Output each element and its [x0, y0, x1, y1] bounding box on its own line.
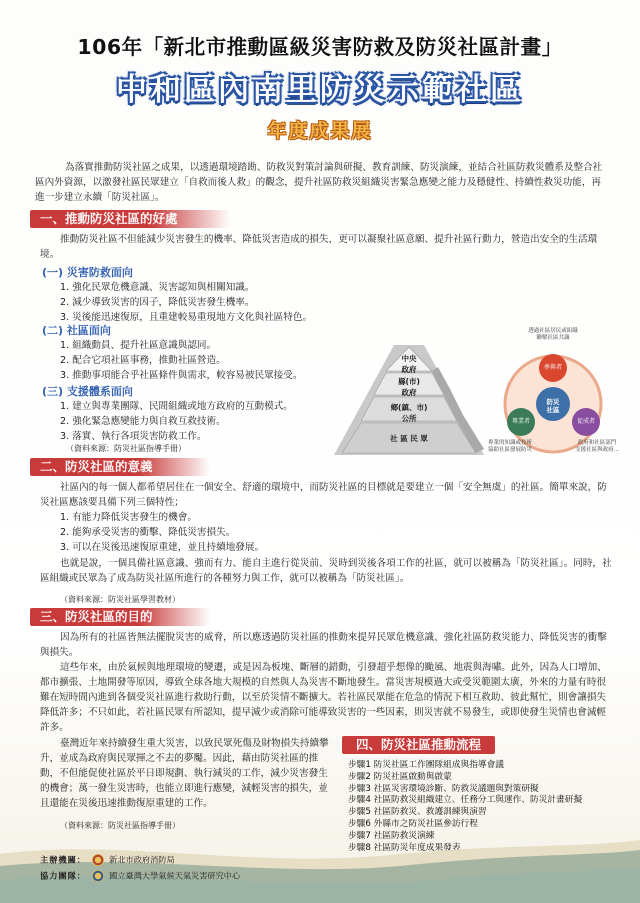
section-1-group-1-title: (一) 災害防救面向 [42, 266, 133, 279]
list-item: 2. 能夠承受災害的衝擊、降低災害損失。 [60, 527, 236, 538]
poster-top-title: 106年「新北市推動區級災害防救及防災社區計畫」 [77, 35, 563, 59]
pyramid-level-county: 縣(市) 政府 [398, 377, 420, 397]
step-item: 步驟2 防災社區啟動與啟蒙 [348, 771, 452, 782]
section-2-body-1: 社區內的每一個人都希望居住在一個安全、舒適的環境中，而防災社區的目標就是要建立一個「安全無虞」的社區。簡單來說，防災社區應該要具備下列三個特性； [40, 482, 607, 508]
list-item: 1. 強化民眾危機意識、災害認知與相關知識。 [60, 282, 255, 293]
pyramid-level-township: 鄉(鎮、市) 公所 [390, 403, 428, 423]
pyramid-level-central: 中央 政府 [401, 354, 417, 374]
cycle-node-facilitator: 促成者 [576, 418, 595, 425]
cycle-left-caption: 專業的知識或技術 協助社區發展防災 [487, 440, 532, 453]
section-1-body: 推動防災社區不但能減少災害發生的機率、降低災害造成的損失，更可以凝聚社區意願、提升社區行動力，營造出安全的生活環境。 [40, 234, 598, 260]
section-1-group-1-list [60, 280, 312, 325]
list-item: 2. 配合它項社區事務，推動社區營造。 [60, 355, 226, 366]
cycle-node-professional: 專業者 [511, 418, 530, 425]
list-item: 3. 落實、執行各項災害防救工作。 [60, 431, 207, 442]
cycle-top-caption: 透過社區居民或組織 瞭解社區共識 [528, 328, 578, 341]
list-item: 3. 可以在災後迅速復原重建，並且持續地發展。 [60, 542, 265, 553]
section-2-body-2: 也就是說，一個具備社區意識、強而有力、能自主進行從災前、災時到災後各項工作的社區，就可以被稱為「防災社區」。同時，社區組織或民眾為了成為防災社區所進行的各種努力與工作，就可以被稱為「防災社區」。 [40, 558, 612, 584]
list-item: 3. 推動事項能合乎社區條件與需求，較容易被民眾接受。 [60, 370, 303, 381]
section-4-heading: 四、防災社區推動流程 [342, 736, 495, 754]
section-3-body-3: 臺灣近年來持續發生重大災害，以致民眾死傷及財物損失持續攀升，並成為政府與民眾揮之不去的夢魘。因此，藉由防災社區的推動，不但能促使社區於平日即規劃、執行減災的工作，減少災害發生的機會；萬一發生災害時，也能立即進行應變，減輕災害的損失，並且還能在災後迅速推動復原重建的工作。 [40, 738, 329, 809]
section-3-source: （資料來源：防災社區指導手冊） [60, 821, 180, 830]
section-2-source: （資料來源：防災社區學習教材） [60, 595, 180, 604]
footer-partner-row [40, 870, 240, 882]
intro-paragraph: 為落實推動防災社區之成果，以透過環境踏勘、防救災對策討論與研擬、教育訓練、防災演練，並結合社區防救災體系及整合社區內外資源，以激發社區民眾建立「自救而後人救」的觀念，提升社區防救災組織災害緊急應變之能力及穩健性、持續性救災功能，再進一步建立永續「防災社區」。 [35, 162, 603, 203]
partner-name: 國立臺灣大學氣候天氣災害研究中心 [109, 870, 241, 881]
stakeholder-cycle-diagram [478, 328, 628, 468]
section-1-group-2-list [60, 338, 302, 383]
section-3-heading: 三、防災社區的目的 [30, 608, 210, 626]
list-item: 1. 有能力降低災害發生的機會。 [60, 512, 197, 523]
step-item: 步驟1 防災社區工作團隊組成與指導會議 [348, 760, 504, 770]
section-3-body-1: 因為所有的社區皆無法擺脫災害的威脅，所以應透過防災社區的推動來提昇民眾危機意識、強化社區防救災能力、降低災害的衝擊與損失。 [40, 632, 607, 658]
footer-organizer-row [40, 854, 175, 866]
cycle-center-label: 防災 社區 [546, 398, 560, 414]
fire-department-logo-icon [92, 854, 104, 866]
organizer-name: 新北市政府消防局 [109, 854, 175, 865]
section-1-group-3-list [60, 399, 293, 444]
organizer-label: 主辦機關： [40, 854, 86, 865]
section-1-group-3-title: (三) 支援體系面向 [42, 385, 133, 398]
list-item: 1. 組織動員、提升社區意識與認同。 [60, 340, 217, 351]
step-item: 步驟5 社區防救災、救護訓練與演習 [348, 807, 487, 818]
poster-main-title: 中和區內南里防災示範社區 [116, 72, 524, 108]
cycle-right-caption: 政府和社區部門 支援社區與政府... [575, 440, 619, 453]
list-item: 3. 災後能迅速復原，且重建較易重現地方文化與社區特色。 [60, 312, 313, 323]
university-logo-icon [92, 870, 104, 882]
list-item: 2. 強化緊急應變能力與自救互救技術。 [60, 416, 226, 427]
government-pyramid-diagram [334, 345, 484, 455]
section-3-body-2: 這些年來，由於氣候與地理環境的變遷，或是因為板塊、斷層的錯動，引發超乎想像的颱風、地震與海嘯。此外，因為人口增加、都市擴張、土地開發等原因，導致全球各地大規模的自然與人為災害不斷地發生。當災害規模過大或受災範圍太廣，外來的力量有時很難在短時間內進到各個受災社區進行救助行動，以至於災情不斷擴大。若社區民眾能在危急的情況下相互救助、彼此幫忙，則會讓損失降低許多；不只如此，若社區民眾有所認知，提早減少或消除可能導致災害的一些因素，則災害就不易發生，或即使發生災情也會減輕許多。 [40, 662, 607, 733]
section-2-list [60, 510, 264, 555]
list-item: 1. 建立與專業團隊、民間組織或地方政府的互動模式。 [60, 401, 293, 412]
step-item: 步驟8 社區防災年度成果發表 [348, 842, 461, 853]
pyramid-level-community: 社 區 民 眾 [390, 434, 428, 443]
poster-sub-title: 年度成果展 [267, 120, 373, 142]
step-item: 步驟3 社區災害環境診斷、防救災議題與對策研擬 [348, 783, 539, 794]
list-item: 2. 減少導致災害的因子，降低災害發生機率。 [60, 297, 255, 308]
step-item: 步驟4 社區防救災組織建立、任務分工與運作、防災計畫研擬 [348, 795, 583, 806]
section-1-heading: 一、推動防災社區的好處 [30, 210, 230, 228]
section-1-group-2-title: (二) 社區面向 [42, 324, 111, 337]
cycle-node-participant: 參與者 [543, 364, 562, 371]
section-2-heading: 二、防災社區的意義 [30, 458, 210, 476]
step-item: 步驟6 外縣市之防災社區參訪行程 [348, 818, 478, 829]
partner-label: 協力團隊： [40, 870, 86, 881]
step-item: 步驟7 社區防救災演練 [348, 830, 435, 841]
section-1-source: （資料來源：防災社區指導手冊） [66, 444, 186, 453]
